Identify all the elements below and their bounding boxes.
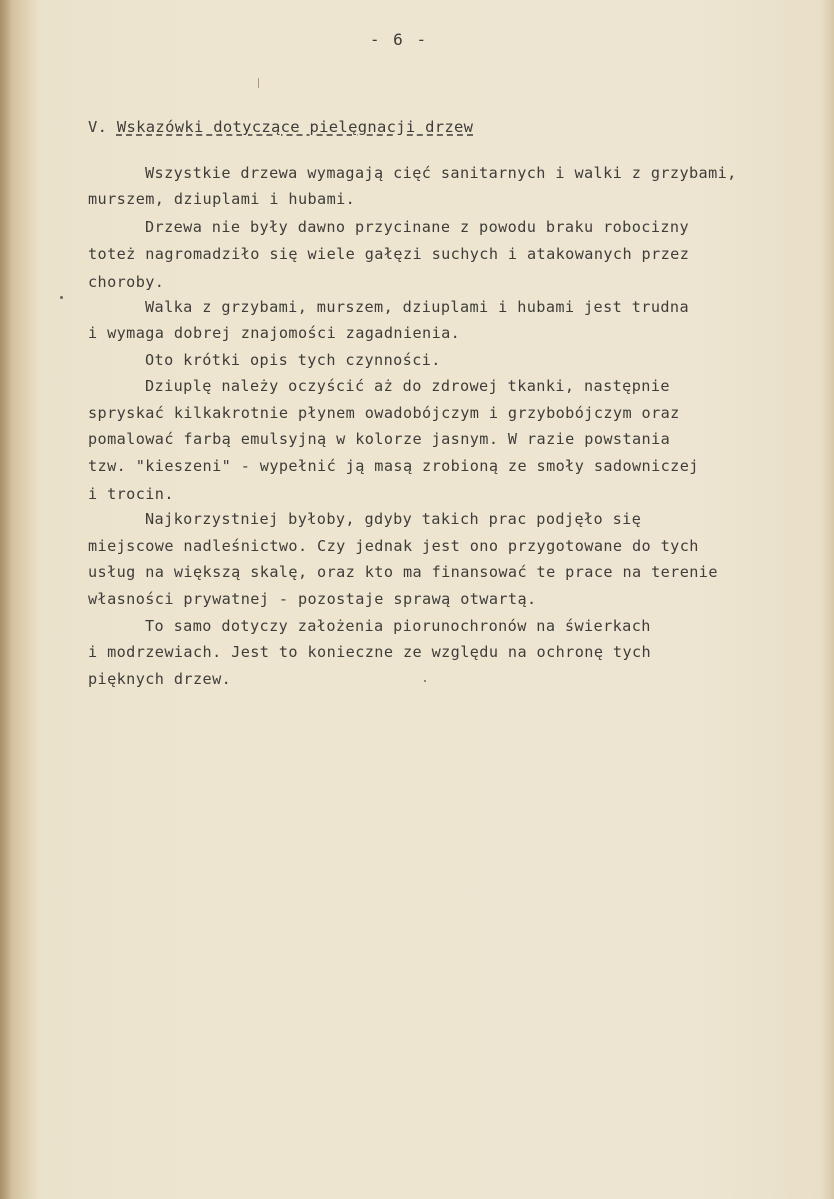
- text-line: murszem, dziuplami i hubami.: [88, 190, 356, 208]
- text-line: To samo dotyczy założenia piorunochronów na świerkach: [145, 617, 651, 635]
- text-line: Drzewa nie były dawno przycinane z powodu braku robocizny: [145, 218, 689, 236]
- section-heading-prefix: V.: [88, 118, 117, 136]
- text-line: własności prywatnej - pozostaje sprawą otwartą.: [88, 590, 537, 608]
- section-heading: [88, 118, 473, 136]
- text-line: Oto krótki opis tych czynności.: [145, 351, 441, 369]
- paper-speck: [258, 78, 259, 88]
- paper-speck: [424, 680, 426, 682]
- text-line: spryskać kilkakrotnie płynem owadobójczym i grzybobójczym oraz: [88, 404, 680, 422]
- text-line: i wymaga dobrej znajomości zagadnienia.: [88, 324, 461, 342]
- text-line: pomalować farbą emulsyjną w kolorze jasnym. W razie powstania: [88, 430, 671, 448]
- text-line: miejscowe nadleśnictwo. Czy jednak jest ono przygotowane do tych: [88, 537, 699, 555]
- text-line: i modrzewiach. Jest to konieczne ze względu na ochronę tych: [88, 643, 652, 661]
- text-line: Najkorzystniej byłoby, gdyby takich prac podjęło się: [145, 510, 642, 528]
- text-line: Walka z grzybami, murszem, dziuplami i hubami jest trudna: [145, 298, 689, 316]
- section-heading-title: Wskazówki dotyczące pielęgnacji drzew: [116, 118, 474, 136]
- text-line: Wszystkie drzewa wymagają cięć sanitarnych i walki z grzybami,: [145, 164, 737, 182]
- page-number: - 6 -: [369, 30, 429, 49]
- text-line: usług na większą skalę, oraz kto ma finansować te prace na terenie: [88, 563, 718, 581]
- text-line: Dziuplę należy oczyścić aż do zdrowej tkanki, następnie: [145, 377, 670, 395]
- text-line: pięknych drzew.: [88, 670, 232, 688]
- text-line: toteż nagromadziło się wiele gałęzi suchych i atakowanych przez: [88, 245, 690, 263]
- text-line: tzw. "kieszeni" - wypełnić ją masą zrobioną ze smoły sadowniczej: [88, 457, 699, 475]
- paper-speck: [60, 296, 63, 299]
- text-line: choroby.: [88, 273, 165, 291]
- text-line: i trocin.: [88, 485, 174, 503]
- page-edge-shadow: [0, 0, 12, 1199]
